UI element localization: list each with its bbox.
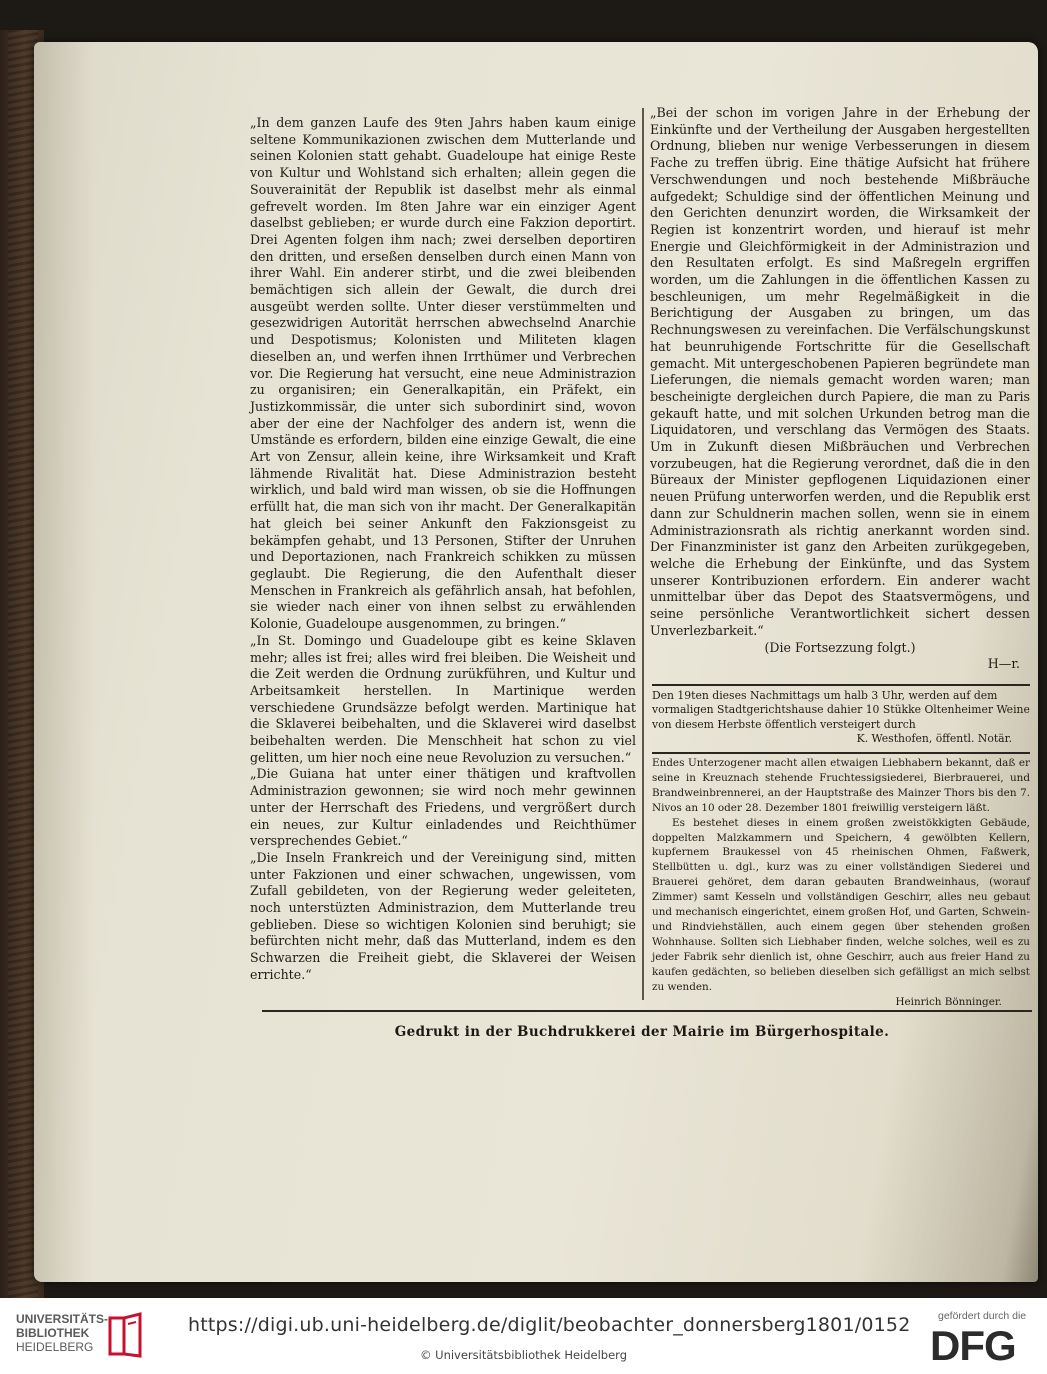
- imprint-rule: [262, 1010, 1032, 1012]
- left-paragraph-2: „In St. Domingo und Guadeloupe gibt es keine Sklaven mehr; alles ist frei; alles wird frei bleiben. Die Weisheit und die Zeit werden die Ordnung zurükführen, und Kultur und Arbeitsamkeit herstellen. In Martinique werden verschiedene Grundsäzze befolgt werden. Martinique hat die Sklaverei beibehalten, und die Sklaverei wird daselbst beibehalten werden. Die Menschheit hat schon zu viel gelitten, um hier noch eine neue Revoluzion zu versuchen.“: [250, 632, 636, 765]
- logo-line-2: BIBLIOTHEK: [16, 1326, 90, 1340]
- logo-line-1: UNIVERSITÄTS-: [16, 1312, 109, 1326]
- left-paragraph-1: „In dem ganzen Laufe des 9ten Jahrs haben kaum einige seltene Kommunikazionen zwischen dem Mutterlande und seinen Kolonien statt gehabt. Guadeloupe hat einige Reste von Kultur und Wohlstand sich erhalten; allein gegen die Souverainität der Republik ist daselbst mehr als einmal gefrevelt worden. Im 8ten Jahre war ein einziger Agent daselbst geblieben; er wurde durch eine Fakzion deportirt. Drei Agenten folgen ihm nach; zwei derselben deportiren den dritten, und erseßen denselben durch einen Mann von ihrer Wahl. Ein anderer stirbt, und die zwei bleibenden bemächtigen sich allein der Gewalt, die durch drei ausgeübt werden sollte. Unter dieser verstümmelten und gesezwidrigen Autorität herrschen abwechselnd Anarchie und Despotismus; Kolonisten und Militeten klagen dieselben an, und werfen ihnen Irrthümer und Verbrechen vor. Die Regierung hat versucht, eine neue Administrazion zu organisiren; ein Generalkapitän, ein Präfekt, ein Justizkommissär, die unter sich subordinirt sind, wovon aber der eine der Nachfolger des andern ist, wenn die Umstände es erfordern, bilden eine einzige Gewalt, die eine Art von Zensur, allein keine, ihre Wirksamkeit und Kraft lähmende Rivalität hat. Diese Administrazion besteht wirklich, und bald wird man wissen, ob sie die Hoffnungen erfüllt hat, die man sich von ihr macht. Der Generalkapitän hat gleich bei seiner Ankunft den Fakzionsgeist zu bekämpfen gehabt, und 13 Personen, Stifter der Unruhen und Deportazionen, nach Frankreich schikken zu müssen geglaubt. Die Regierung, die den Aufenthalt dieser Menschen in Frankreich als gefährlich ansah, hat befohlen, sie wieder nach einer von ihnen selbst zu erwählenden Kolonie, Guadeloupe ausgenommen, zu bringen.“: [250, 115, 636, 632]
- divider-rule-2: [652, 752, 1030, 754]
- continued-note: (Die Fortsezzung folgt.): [764, 639, 916, 655]
- notice-2-text-1: Endes Unterzogener macht allen etwaigen Liebhabern bekannt, daß er seine in Kreuznach stehende Fruchtessigsiederei, Bierbrauerei, und Brandweinbrennerei, an der Hauptstraße des Mainzer Thors bis den 7. Nivos an 10 oder 28. Dezember 1801 freiwillig versteigern läßt.: [652, 757, 1030, 814]
- right-column: [650, 105, 1030, 673]
- notice-2-signature: Heinrich Bönninger.: [895, 995, 1002, 1008]
- left-paragraph-3: „Die Guiana hat unter einer thätigen und kraftvollen Administrazion gewonnen; sie wird noch mehr gewinnen unter der Herrschaft des Friedens, und vergrößert durch ein neues, zur Kultur einladendes und Reichthümer versprechendes Gebiet.“: [250, 766, 636, 849]
- copyright-notice: © Universitätsbibliothek Heidelberg: [420, 1348, 628, 1362]
- logo-line-3: HEIDELBERG: [16, 1340, 94, 1354]
- article-signature: H—r.: [987, 656, 1020, 672]
- right-paragraph: „Bei der schon im vorigen Jahre in der Erhebung der Einkünfte und der Vertheilung der Ausgaben hergestellten Ordnung, blieben nur wenige Verbesserungen in diesem Fache zu treffen übrig. Eine thätige Aufsicht hat frühere Verschwendungen und noch bestehende Mißbräuche aufgedekt; Schuldige sind der öffentlichen Meinung und den Gerichten denunzirt worden, die Wirksamkeit der Regien ist konzentrirt worden, und hierauf ist mehr Energie und Gleichförmigkeit in der Administrazion und den Resultaten erfolgt. Es sind Maßregeln ergriffen worden, um die Zahlungen in die öffentlichen Kassen zu beschleunigen, um mehr Regelmäßigkeit in die Berichtigung der Ausgaben zu bringen, um das Rechnungswesen zu vereinfachen. Die Verfälschungskunst hat beunruhigende Fortschritte für die Gesellschaft gemacht. Mit untergeschobenen Papieren begründete man Lieferungen, die niemals gemacht worden waren; man bescheinigte dergleichen durch Papiere, die man zu Paris gekauft hatte, und mit solchen Urkunden betrog man die Liquidatoren, und verschlang das Vermögen des Staats. Um in Zukunft diesen Mißbräuchen und Verbrechen vorzubeugen, hat die Regierung verordnet, daß die in den Büreaux der Minister gepflogenen Liquidazionen einer neuen Prüfung unterworfen werden, und die Republik erst dann zur Schuldnerin machen sollen, wenn sie in einem Administrazionsrath als richtig anerkannt worden sind. Der Finanzminister ist ganz den Arbeiten zurükgegeben, welche die Erhebung der Einkünfte, und das System unserer Kontribuzionen erfordern. Ein anderer wacht unmittelbar über das Depot des Staatsvermögens, und seine persönliche Verantwortlichkeit sichert dessen Unverlezbarkeit.“: [650, 105, 1030, 638]
- notice-brewery-sale: [652, 756, 1030, 1009]
- library-logo-icon[interactable]: [106, 1312, 150, 1360]
- left-paragraph-4: „Die Inseln Frankreich und der Vereinigung sind, mitten unter Fakzionen und einer schwachen, ungewissen, vom Zufall gebildeten, von der Regierung weder geleiteten, noch unterstüzten Administrazion, dem Mutterlande treu geblieben. Diese so wichtigen Kolonien sind beruhigt; sie befürchten nicht mehr, daß das Mutterland, indem es den Schwarzen die Freiheit giebt, die Sklaverei der Weisen errichte.“: [250, 849, 636, 982]
- dfg-logo[interactable]: DFG: [930, 1322, 1016, 1369]
- notice-1-text: Den 19ten dieses Nachmittags um halb 3 Uhr, werden auf dem vormaligen Stadtgerichtshause dahier 10 Stükke Oltenheimer Weine von diesem Herbste öffentlich versteigert durch: [652, 689, 1030, 731]
- notice-1-signature: K. Westhofen, öffentl. Notär.: [856, 731, 1012, 745]
- library-logo-text[interactable]: [16, 1312, 108, 1354]
- left-column: [250, 115, 636, 984]
- printer-imprint: Gedrukt in der Buchdrukkerei der Mairie im Bürgerhospitale.: [394, 1024, 890, 1040]
- notice-wine-auction: [652, 689, 1030, 746]
- permalink-url[interactable]: https://digi.ub.uni-heidelberg.de/diglit/beobachter_donnersberg1801/0152: [188, 1314, 911, 1336]
- column-divider: [642, 108, 644, 1000]
- notice-2-text-2: Es bestehet dieses in einem großen zweistökkigten Gebäude, doppelten Malzkammern und Speichern, 4 gewölbten Kellern, kupfernem Braukessel von 45 rheinischen Ohmen, Faßwerk, Stellbütten u. dgl., kurz was zu einer vollständigen Siederei und Brauerei gehöret, dem daran gebauten Brandweinhaus, (worauf Zimmer) samt Kesseln und vollständigen Geschirr, alles neu gebaut und mechanisch eingerichtet, einem großen Hof, und Garten, Schwein- und Rindviehställen, auch einem gegen über stehenden großen Wohnhause. Sollten sich Liebhaber finden, welche solches, weil es zu jeder Fabrik sehr dienlich ist, ohne Geschirr, auch aus freier Hand zu kaufen gedächten, so belieben dieselben sich gefälligst an mich selbst zu wenden.: [652, 816, 1030, 993]
- funded-by-label: gefördert durch die: [938, 1310, 1027, 1322]
- divider-rule-1: [652, 684, 1030, 686]
- viewer-footer: [0, 1298, 1047, 1374]
